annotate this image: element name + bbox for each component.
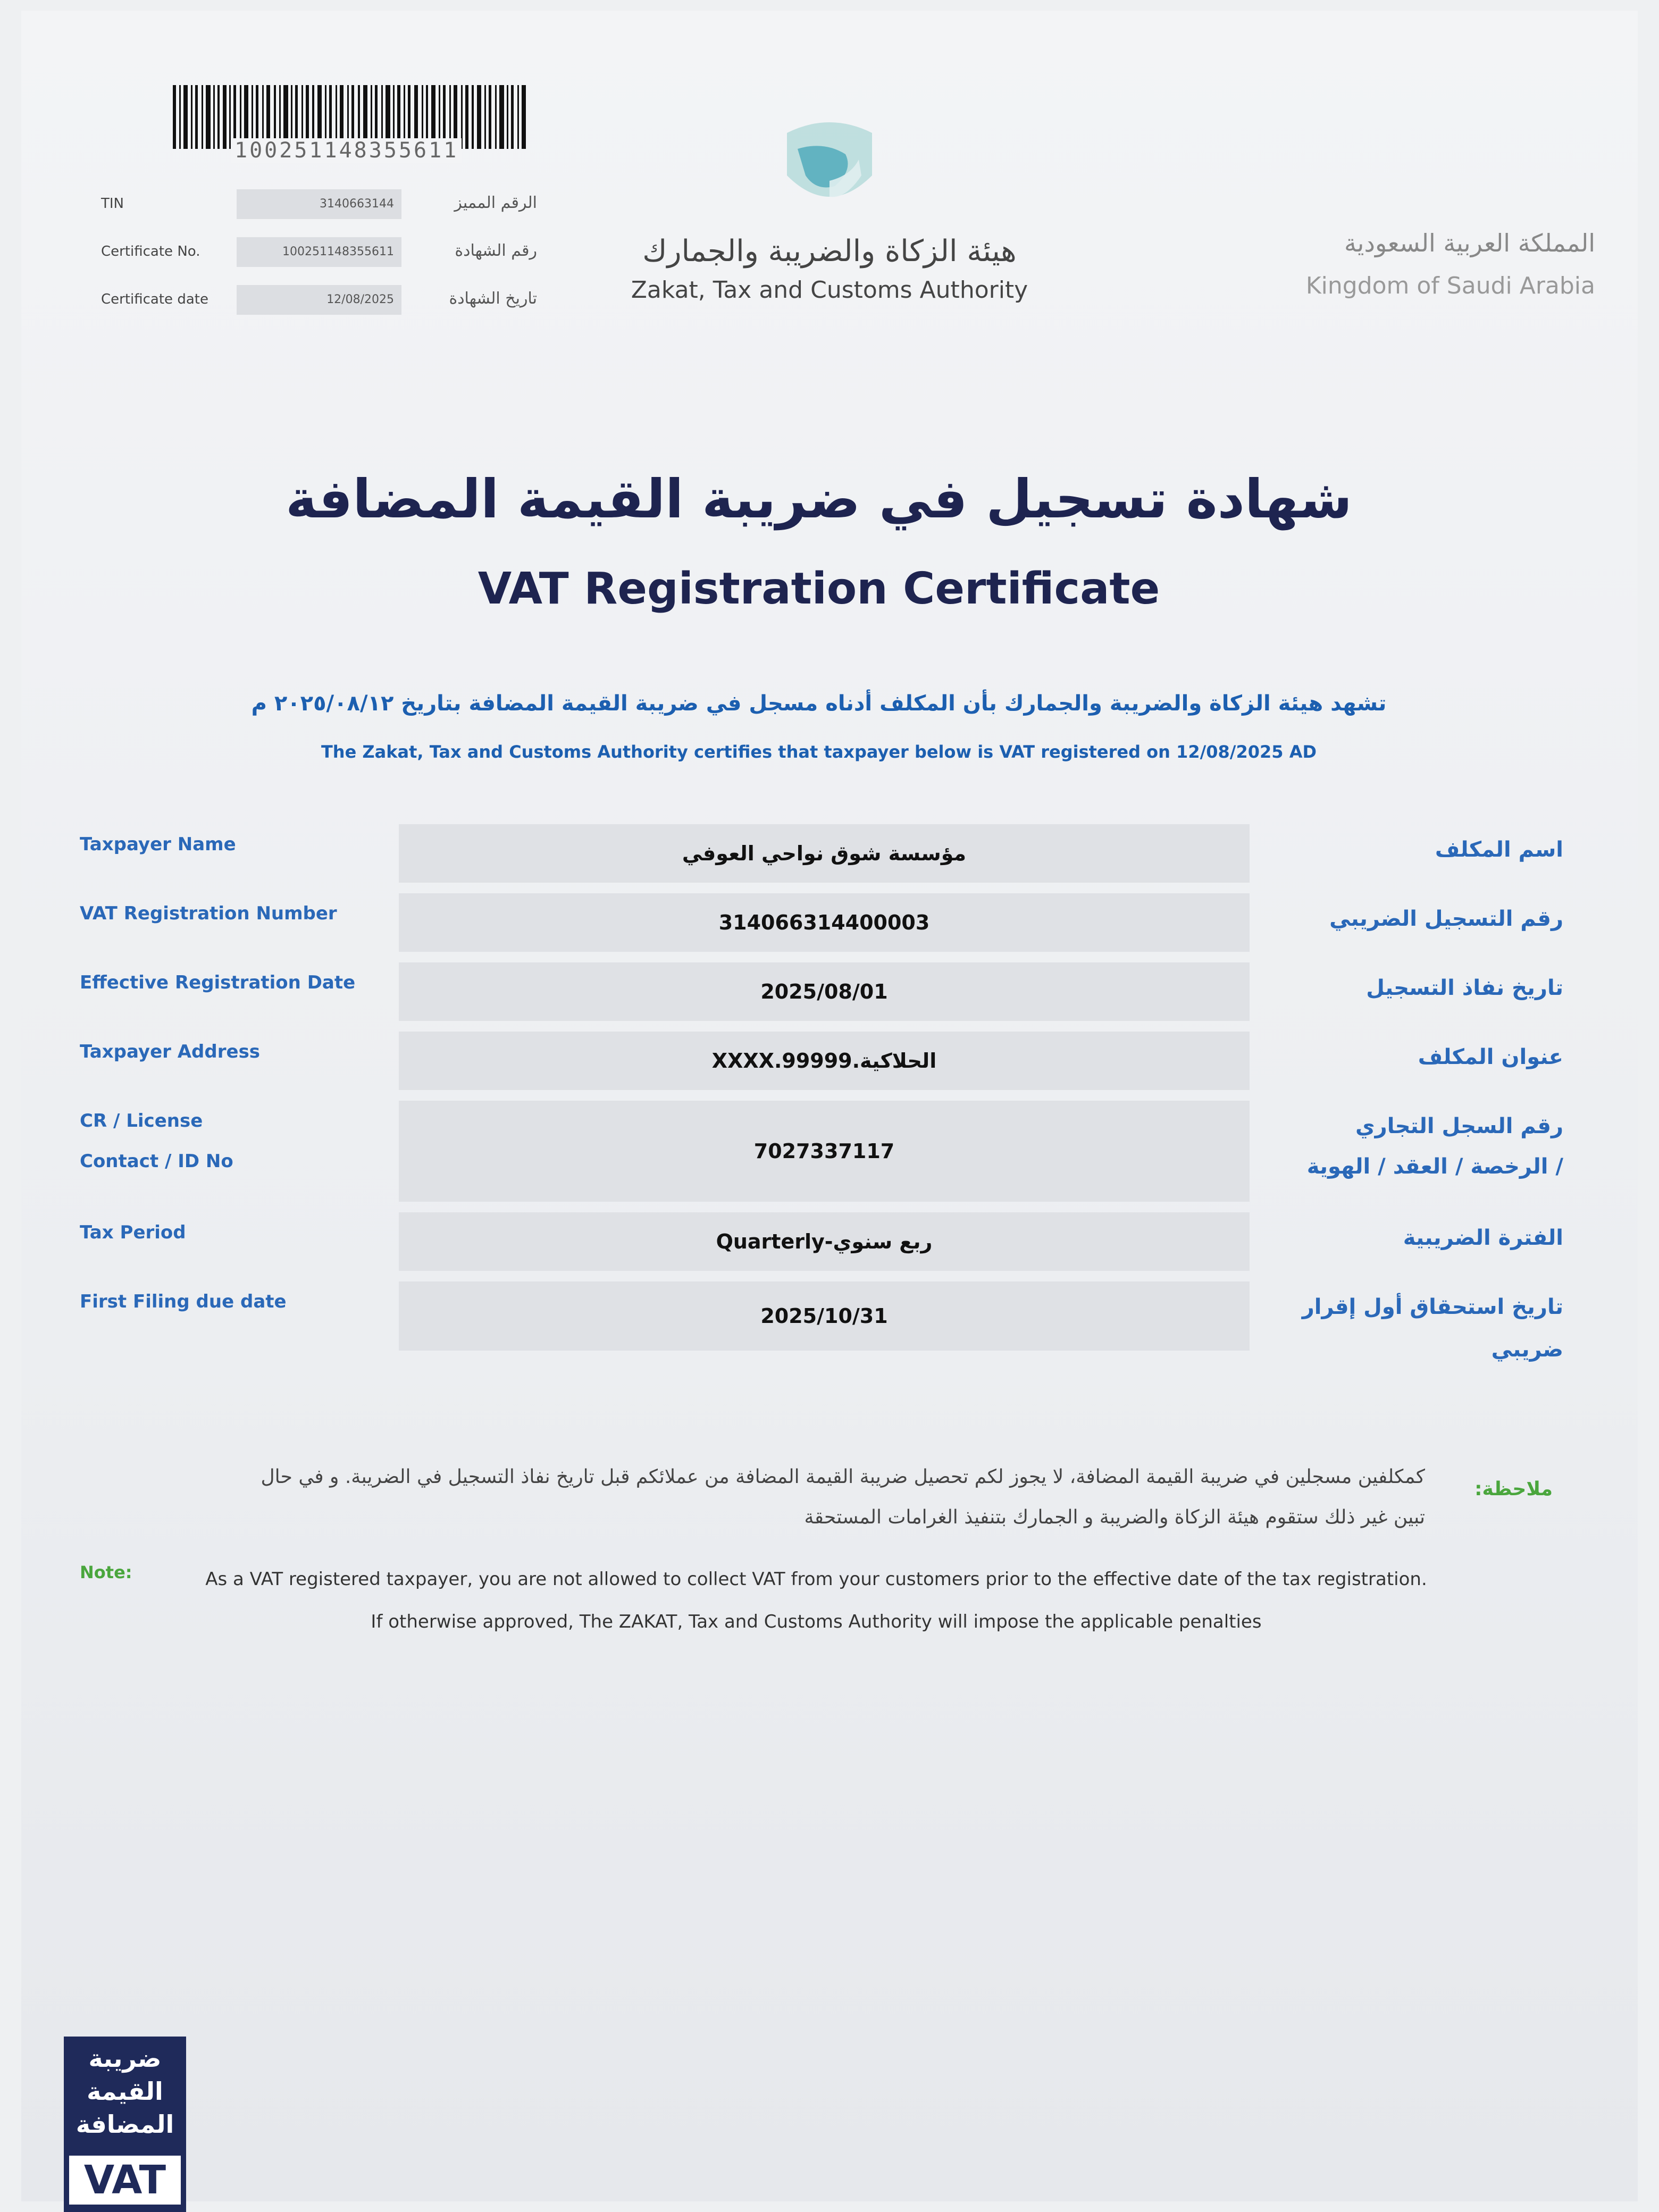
field-value: 2025/08/01 bbox=[399, 962, 1250, 1021]
vat-badge-logo bbox=[64, 2037, 186, 2212]
field-label-en: Taxpayer Name bbox=[80, 834, 236, 855]
field-row-tax-period bbox=[53, 1212, 1563, 1271]
certificate-date-row bbox=[101, 282, 537, 314]
note-label-en: Note: bbox=[80, 1562, 132, 1582]
kingdom-name-ar: المملكة العربية السعودية bbox=[1344, 229, 1595, 257]
certificate-title-ar: شهادة تسجيل في ضريبة القيمة المضافة bbox=[286, 468, 1352, 530]
authority-name-ar: هيئة الزكاة والضريبة والجمارك bbox=[642, 234, 1017, 269]
field-label-en: First Filing due date bbox=[80, 1291, 287, 1312]
certificate-date-value: 12/08/2025 bbox=[237, 285, 401, 315]
vat-badge-ar-line3: المضافة bbox=[76, 2110, 174, 2139]
certify-statement-en: The Zakat, Tax and Customs Authority certifies that taxpayer below is VAT registered on 12/08/2025 AD bbox=[321, 742, 1317, 762]
certificate-date-label-ar: تاريخ الشهادة bbox=[449, 289, 537, 308]
certificate-title-en: VAT Registration Certificate bbox=[477, 564, 1160, 614]
field-label-ar: اسم المكلف bbox=[1435, 837, 1563, 862]
tin-row bbox=[101, 186, 537, 218]
field-label-ar: تاريخ نفاذ التسجيل bbox=[1366, 976, 1563, 1000]
field-label-ar-line2: ضريبي bbox=[1491, 1337, 1563, 1362]
barcode-number: 100251148355611 bbox=[231, 138, 462, 163]
field-label-en: Taxpayer Address bbox=[80, 1041, 261, 1062]
vat-badge-ar-line2: القيمة bbox=[87, 2077, 163, 2106]
tin-value: 3140663144 bbox=[237, 189, 401, 219]
certificate-no-label-en: Certificate No. bbox=[101, 244, 200, 259]
note-text-en: As a VAT registered taxpayer, you are not allowed to collect VAT from your customers prior to the effective date of the tax registration. If otherwise approved, The ZAKAT, Tax and Customs Authority will impose the applicable penalties bbox=[205, 1569, 1427, 1632]
field-label-en: Tax Period bbox=[80, 1222, 186, 1243]
certificate-no-value: 100251148355611 bbox=[237, 237, 401, 267]
zatca-logo-icon bbox=[766, 112, 893, 223]
field-label-ar: الفترة الضريبية bbox=[1403, 1226, 1563, 1250]
field-row-taxpayer-name bbox=[53, 824, 1563, 883]
vat-badge-en: VAT bbox=[69, 2156, 181, 2205]
certificate-date-label-en: Certificate date bbox=[101, 291, 208, 307]
field-label-en: Effective Registration Date bbox=[80, 972, 356, 993]
field-row-effective-date bbox=[53, 962, 1563, 1021]
authority-name-en: Zakat, Tax and Customs Authority bbox=[631, 276, 1028, 304]
field-value: Quarterly-ربع سنوي bbox=[399, 1212, 1250, 1271]
note-text-ar: كمكلفين مسجلين في ضريبة القيمة المضافة، لا يجوز لكم تحصيل ضريبة القيمة المضافة من عملائكم قبل تاريخ نفاذ التسجيل في الضريبة. و في حال تبين غير ذلك ستقوم هيئة الزكاة والضريبة و الجمارك بتنفيذ الغرامات المستحقة bbox=[261, 1466, 1425, 1528]
vat-badge-ar-line1: ضريبة bbox=[88, 2044, 162, 2073]
field-value: 7027337117 bbox=[399, 1101, 1250, 1202]
field-row-first-filing bbox=[53, 1281, 1563, 1362]
field-label-en: CR / License bbox=[80, 1110, 203, 1132]
certify-statement-ar: تشهد هيئة الزكاة والضريبة والجمارك بأن المكلف أدناه مسجل في ضريبة القيمة المضافة بتاريخ ٢٠٢٥/٠٨/١٢ م bbox=[251, 691, 1387, 716]
kingdom-name-en: Kingdom of Saudi Arabia bbox=[1305, 272, 1595, 299]
field-value: XXXX.99999.الحلاكية bbox=[399, 1032, 1250, 1090]
field-value: 2025/10/31 bbox=[399, 1281, 1250, 1351]
field-label-ar: عنوان المكلف bbox=[1418, 1045, 1563, 1069]
field-label-ar: رقم السجل التجاري bbox=[1355, 1114, 1563, 1138]
barcode bbox=[173, 85, 529, 170]
tin-label-ar: الرقم المميز bbox=[454, 194, 537, 212]
field-label-ar: رقم التسجيل الضريبي bbox=[1329, 907, 1563, 931]
field-value: مؤسسة شوق نواحي العوفي bbox=[399, 824, 1250, 883]
field-row-address bbox=[53, 1032, 1563, 1090]
field-label-ar: تاريخ استحقاق أول إقرار bbox=[1302, 1295, 1563, 1319]
field-label-en-line2: Contact / ID No bbox=[80, 1151, 233, 1172]
note-label-ar: ملاحظة: bbox=[1474, 1478, 1553, 1500]
certificate-no-row bbox=[101, 234, 537, 266]
certificate-no-label-ar: رقم الشهادة bbox=[455, 241, 537, 260]
certificate-page bbox=[21, 11, 1638, 2201]
field-label-ar-line2: / الرخصة / العقد / الهوية bbox=[1306, 1154, 1563, 1179]
field-row-vat-number bbox=[53, 893, 1563, 952]
field-row-cr-license bbox=[53, 1101, 1563, 1202]
tin-label-en: TIN bbox=[101, 196, 124, 212]
field-label-en: VAT Registration Number bbox=[80, 903, 337, 924]
field-value: 314066314400003 bbox=[399, 893, 1250, 952]
